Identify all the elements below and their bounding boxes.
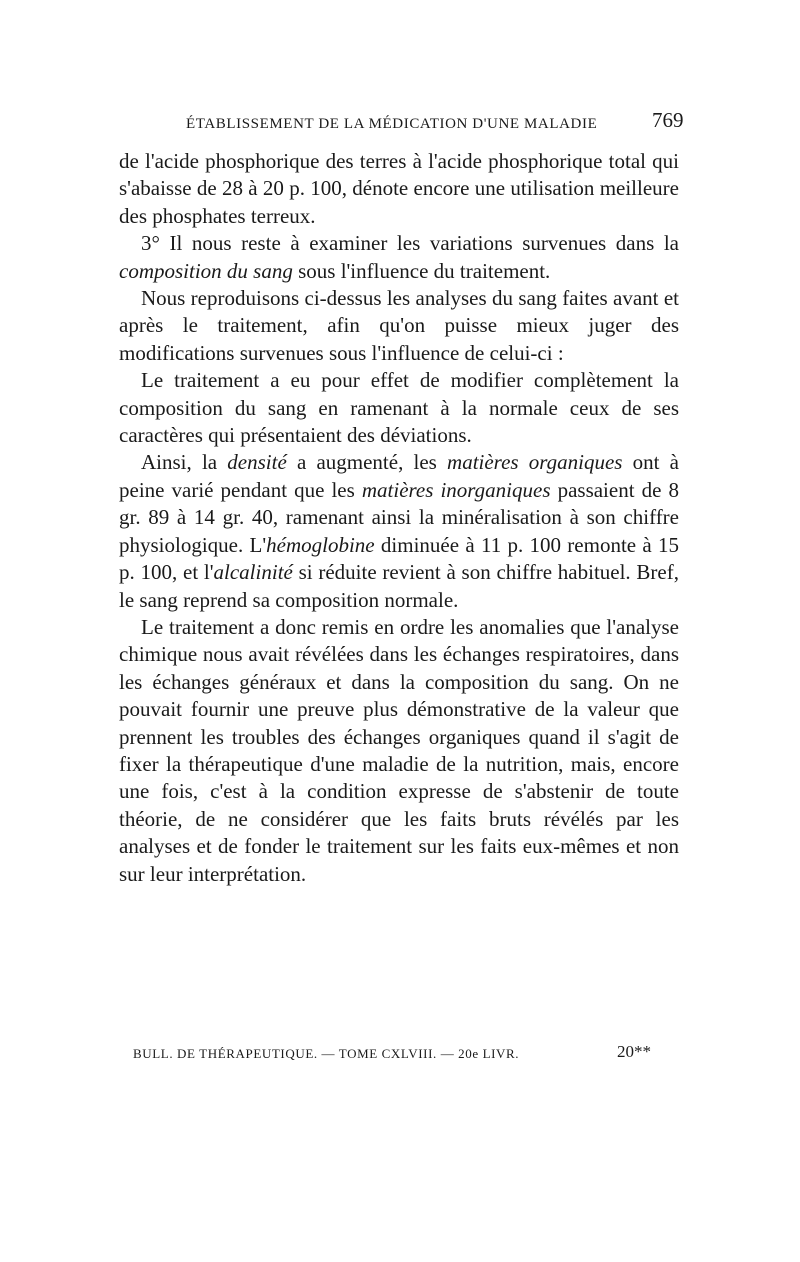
- running-head: ÉTABLISSEMENT DE LA MÉDICATION D'UNE MALADIE: [186, 116, 598, 132]
- paragraph-3-text: Nous reproduisons ci-dessus les analyses du sang faites avant et après le traitement, afin qu'on puisse mieux juger des modifications survenues sous l'influence de celui-ci :: [119, 286, 679, 365]
- paragraph-2-text-b: sous l'influence du traitement.: [292, 258, 551, 283]
- paragraph-5-text-c: ont à peine varié pendant que les: [119, 450, 680, 502]
- paragraph-4: [119, 367, 679, 449]
- paragraph-3: [119, 285, 679, 367]
- printer-signature-mark: 20**: [617, 1042, 651, 1061]
- paragraph-5: [119, 449, 679, 613]
- paragraph-2-text-a: 3° Il nous reste à examiner les variations survenues dans la: [141, 231, 679, 256]
- italic-term-alcalinite: alcalinité: [213, 560, 293, 585]
- paragraph-1: [119, 148, 679, 230]
- page-number: 769: [652, 108, 684, 132]
- body-text: [119, 148, 679, 888]
- paragraph-5-text-a: Ainsi, la: [141, 450, 228, 475]
- italic-term-hemoglobine: hémoglobine: [266, 532, 375, 557]
- paragraph-5-text-b: a augmenté, les: [286, 450, 448, 475]
- paragraph-6-text: Le traitement a donc remis en ordre les anomalies que l'analyse chimique nous avait révélées dans les échanges respiratoires, dans les échanges généraux et dans la composition du sang. On ne pouvait fournir une preuve plus démonstrative de la valeur que prennent les troubles des échanges organiques quand il s'agit de fixer la thérapeutique d'une maladie de la nutrition, mais, encore une fois, c'est à la condition expresse de s'abstenir de toute théorie, de ne considérer que les faits bruts révélés par les analyses et de fonder le traitement sur les faits eux-mêmes et non sur leur interprétation.: [119, 614, 679, 886]
- italic-term-composition: composition du sang: [119, 258, 293, 283]
- footer-signature-line: BULL. DE THÉRAPEUTIQUE. — TOME CXLVIII. — 20e LIVR.: [133, 1046, 520, 1061]
- paragraph-5-text-e: diminuée à 11 p. 100 remonte à 15 p. 100, et l': [119, 532, 680, 585]
- paragraph-1-text: de l'acide phosphorique des terres à l'acide phosphorique total qui s'abaisse de 28 à 20 p. 100, dénote encore une utilisation meilleure des phosphates terreux.: [119, 149, 679, 228]
- paragraph-6: [119, 614, 679, 888]
- paragraph-5-text-f: si réduite revient à son chiffre habituel. Bref, le sang reprend sa composition normale.: [119, 560, 679, 612]
- italic-term-matieres-inorganiques: matières inorganiques: [361, 477, 551, 502]
- paragraph-5-text-d: passaient de 8 gr. 89 à 14 gr. 40, ramenant ainsi la minéralisation à son chiffre physiologique. L': [119, 477, 679, 557]
- italic-term-densite: densité: [227, 450, 287, 475]
- paragraph-4-text: Le traitement a eu pour effet de modifier complètement la composition du sang en ramenant à la normale ceux de ses caractères qui présentaient des déviations.: [119, 368, 679, 448]
- paragraph-2: [119, 230, 679, 285]
- italic-term-matieres-organiques: matières organiques: [447, 450, 623, 475]
